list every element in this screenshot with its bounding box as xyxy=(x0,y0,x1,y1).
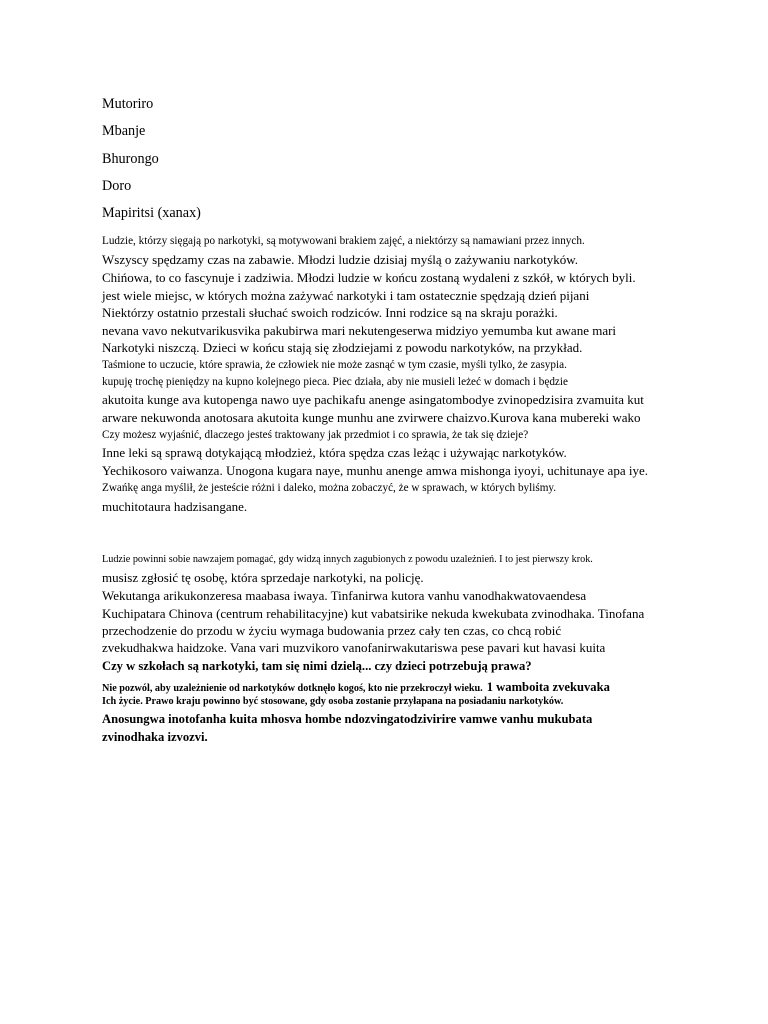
paragraph-line-mixed xyxy=(102,679,610,695)
paragraph-line: przechodzenie do przodu w życiu wymaga budowania przez cały ten czas, co chcą robić xyxy=(102,623,562,638)
list-item: Bhurongo xyxy=(102,151,159,167)
paragraph-line: musisz zgłosić tę osobę, która sprzedaje narkotyki, na policję. xyxy=(102,570,424,585)
paragraph-line-bold: Czy w szkołach są narkotyki, tam się nimi dzielą... czy dzieci potrzebują prawa? xyxy=(102,659,532,673)
paragraph-line: Niektórzy ostatnio przestali słuchać swoich rodziców. Inni rodzice są na skraju porażki. xyxy=(102,305,558,320)
paragraph-line: Ludzie powinni sobie nawzajem pomagać, gdy widzą innych zagubionych z powodu uzależnień. I to jest pierwszy krok. xyxy=(102,554,593,565)
paragraph-segment: Nie pozwól, aby uzależnienie od narkotyków dotknęło kogoś, kto nie przekroczył wieku. xyxy=(102,683,483,694)
paragraph-line: Czy możesz wyjaśnić, dlaczego jesteś traktowany jak przedmiot i co sprawia, że tak się dzieje? xyxy=(102,429,529,441)
list-item: Doro xyxy=(102,178,132,194)
paragraph-segment: 1 wamboita zvekuvaka xyxy=(486,680,610,694)
paragraph-line: Taśmione to uczucie, które sprawia, że człowiek nie może zasnąć w tym czasie, myśli tylko, że zasypia. xyxy=(102,359,567,371)
paragraph-line: nevana vavo nekutvarikusvika pakubirwa mari nekutengeserwa midziyo yemumba kut awane mari xyxy=(102,323,617,338)
paragraph-line-bold: Anosungwa inotofanha kuita mhosva hombe ndozvingatodzivirire vamwe vanhu mukubata xyxy=(102,712,593,726)
paragraph-line: Wekutanga arikukonzeresa maabasa iwaya. Tinfanirwa kutora vanhu vanodhakwatovaendesa xyxy=(102,588,587,603)
paragraph-line-bold: zvinodhaka izvozvi. xyxy=(102,730,208,744)
paragraph-line: Inne leki są sprawą dotykającą młodzież, która spędza czas leżąc i używając narkotyków. xyxy=(102,445,567,460)
paragraph-line: arware nekuwonda anotosara akutoita kunge munhu ane zvirwere chaizvo.Kurova kana mubereki wako xyxy=(102,410,641,425)
paragraph-line: Ludzie, którzy sięgają po narkotyki, są motywowani brakiem zajęć, a niektórzy są namawiani przez innych. xyxy=(102,235,585,247)
paragraph-line: jest wiele miejsc, w których można zażywać narkotyki i tam ostatecznie spędzają dzień pijani xyxy=(102,288,590,303)
paragraph-line: akutoita kunge ava kutopenga nawo uye pachikafu anenge asingatombodye zvinopedzisira zvamuita kut xyxy=(102,392,644,407)
paragraph-line: Chińowa, to co fascynuje i zadziwia. Młodzi ludzie w końcu zostaną wydaleni z szkół, w których byli. xyxy=(102,270,636,285)
paragraph-line: Narkotyki niszczą. Dzieci w końcu stają się złodziejami z powodu narkotyków, na przykład. xyxy=(102,340,583,355)
paragraph-line: muchitotaura hadzisangane. xyxy=(102,499,248,514)
paragraph-line-bold: Ich życie. Prawo kraju powinno być stosowane, gdy osoba zostanie przyłapana na posiadaniu narkotyków. xyxy=(102,696,564,707)
paragraph-line: kupuję trochę pieniędzy na kupno kolejnego pieca. Piec działa, aby nie musieli leżeć w domach i będzie xyxy=(102,376,568,388)
paragraph-line: zvekudhakwa haidzoke. Vana vari muzvikoro vanofanirwakutariswa pese pavari kut havasi kuita xyxy=(102,640,606,655)
paragraph-line: Kuchipatara Chinova (centrum rehabilitacyjne) kut vabatsirike nekuda kwekubata zvinodhaka. Tinofana xyxy=(102,606,645,621)
paragraph-line: Yechikosoro vaiwanza. Unogona kugara naye, munhu anenge amwa mishonga iyoyi, uchitunaye apa iye. xyxy=(102,463,648,478)
paragraph-line: Wszyscy spędzamy czas na zabawie. Młodzi ludzie dzisiaj myślą o zażywaniu narkotyków. xyxy=(102,252,579,267)
list-item: Mbanje xyxy=(102,123,146,139)
paragraph-line: Zwańkę anga myślił, że jesteście różni i daleko, można zobaczyć, że w sprawach, w których byliśmy. xyxy=(102,482,557,494)
list-item: Mutoriro xyxy=(102,96,154,112)
list-item: Mapiritsi (xanax) xyxy=(102,205,201,221)
